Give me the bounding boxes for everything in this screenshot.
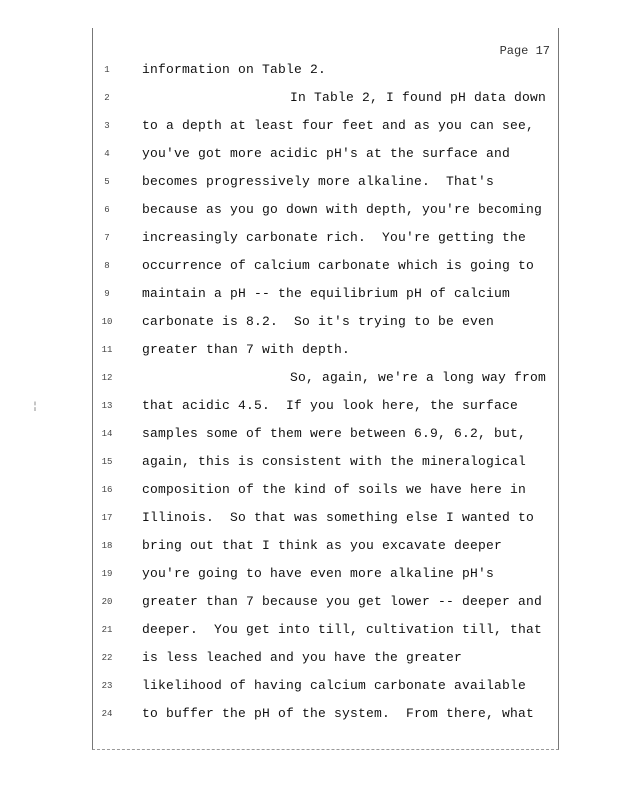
line-number: 15 (101, 457, 113, 467)
transcript-line: greater than 7 because you get lower -- deeper and (142, 594, 543, 609)
line-number: 23 (101, 681, 113, 691)
line-number: 16 (101, 485, 113, 495)
margin-mark: ¦ (32, 402, 39, 413)
line-number: 7 (104, 233, 110, 243)
transcript-line: to buffer the pH of the system. From there, what (142, 706, 535, 721)
line-number: 22 (101, 653, 113, 663)
page-number: Page 17 (499, 44, 550, 58)
transcript-line: is less leached and you have the greater (142, 650, 463, 665)
line-number: 10 (101, 317, 113, 327)
transcript-line: carbonate is 8.2. So it's trying to be even (142, 314, 495, 329)
transcript-page-frame (92, 28, 559, 750)
line-number: 12 (101, 373, 113, 383)
transcript-line: deeper. You get into till, cultivation till, that (142, 622, 543, 637)
line-number: 5 (104, 177, 110, 187)
line-number: 19 (101, 569, 113, 579)
transcript-line: you've got more acidic pH's at the surface and (142, 146, 511, 161)
line-number: 21 (101, 625, 113, 635)
line-number: 8 (104, 261, 110, 271)
transcript-line: you're going to have even more alkaline pH's (142, 566, 495, 581)
transcript-line: samples some of them were between 6.9, 6.2, but, (142, 426, 527, 441)
transcript-line: again, this is consistent with the mineralogical (142, 454, 527, 469)
transcript-line: because as you go down with depth, you're becoming (142, 202, 543, 217)
transcript-line: information on Table 2. (142, 62, 327, 77)
transcript-line: likelihood of having calcium carbonate available (142, 678, 527, 693)
line-number: 9 (104, 289, 110, 299)
transcript-line: composition of the kind of soils we have here in (142, 482, 527, 497)
transcript-line: So, again, we're a long way from (290, 370, 547, 385)
line-number: 14 (101, 429, 113, 439)
line-number: 11 (101, 345, 113, 355)
transcript-line: becomes progressively more alkaline. That's (142, 174, 495, 189)
line-number: 6 (104, 205, 110, 215)
transcript-line: occurrence of calcium carbonate which is going to (142, 258, 535, 273)
transcript-line: maintain a pH -- the equilibrium pH of calcium (142, 286, 511, 301)
line-number: 1 (104, 65, 110, 75)
transcript-line: In Table 2, I found pH data down (290, 90, 547, 105)
line-number: 3 (104, 121, 110, 131)
line-number: 2 (104, 93, 110, 103)
line-number: 20 (101, 597, 113, 607)
transcript-line: that acidic 4.5. If you look here, the surface (142, 398, 519, 413)
line-number: 18 (101, 541, 113, 551)
transcript-line: greater than 7 with depth. (142, 342, 351, 357)
transcript-line: Illinois. So that was something else I wanted to (142, 510, 535, 525)
line-number: 13 (101, 401, 113, 411)
transcript-line: bring out that I think as you excavate deeper (142, 538, 503, 553)
line-number: 17 (101, 513, 113, 523)
line-number: 24 (101, 709, 113, 719)
transcript-line: to a depth at least four feet and as you can see, (142, 118, 535, 133)
transcript-line: increasingly carbonate rich. You're getting the (142, 230, 527, 245)
line-number: 4 (104, 149, 110, 159)
